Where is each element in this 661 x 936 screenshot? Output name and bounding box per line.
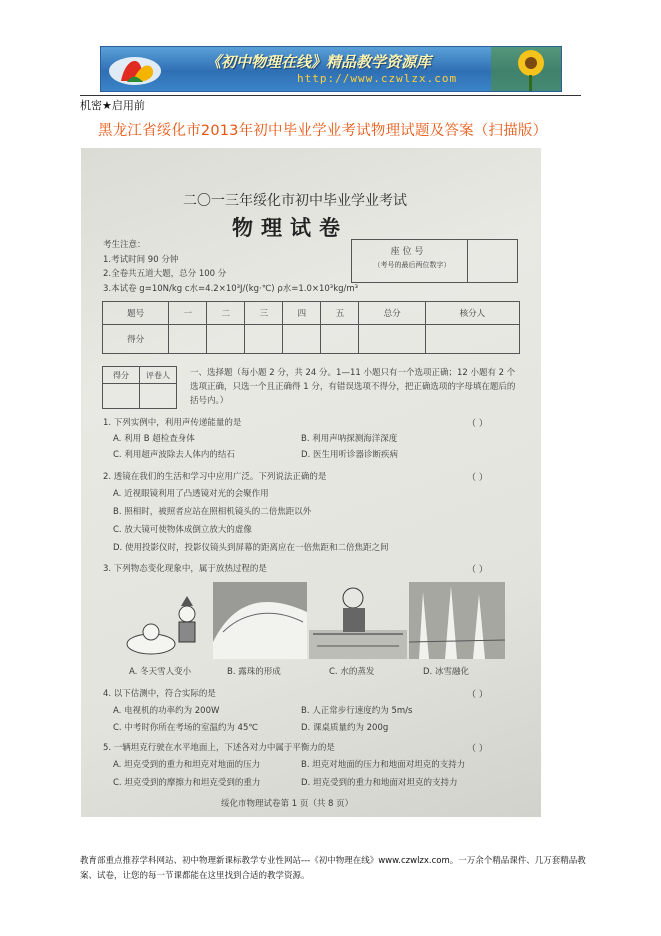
- option: B. 人正常步行速度约为 5m/s: [301, 706, 413, 716]
- picture-caption: C. 水的蒸发: [329, 667, 375, 677]
- candidate-notes: [103, 238, 358, 296]
- table-cell: [359, 325, 425, 354]
- table-cell: [245, 325, 283, 354]
- snowman-illustration: [121, 582, 211, 659]
- picture-caption: B. 露珠的形成: [227, 667, 281, 677]
- table-cell: [169, 325, 207, 354]
- option: D. 使用投影仪时，投影仪镜头到屏幕的距离应在一倍焦距和二倍焦距之间: [113, 543, 389, 553]
- question-stem: 5. 一辆坦克行驶在水平地面上，下述各对力中属于平衡力的是: [103, 743, 335, 753]
- question-stem: 2. 透镜在我们的生活和学习中应用广泛。下列说法正确的是: [103, 472, 327, 482]
- seat-number-box: [351, 239, 518, 283]
- option: A. 近视眼镜利用了凸透镜对光的会聚作用: [113, 489, 269, 499]
- score-table: [102, 301, 520, 354]
- table-cell: 总分: [359, 302, 425, 325]
- notes-line: 3.本试卷 g=10N/kg c水=4.2×10³J/(kg·℃) ρ水=1.0×10³kg/m³: [103, 283, 359, 294]
- seat-hint: （考号的最后两位数字）: [373, 261, 451, 269]
- answer-paren: （ ）: [467, 690, 488, 700]
- seat-divider: [467, 240, 468, 282]
- sunflower-icon: [491, 47, 561, 91]
- option: C. 坦克受到的摩擦力和坦克受到的重力: [113, 778, 261, 788]
- dew-illustration: [213, 582, 307, 659]
- question-stem: 4. 以下估测中，符合实际的是: [103, 689, 216, 699]
- grader-cell: 得分: [103, 367, 140, 384]
- option: C. 利用超声波除去人体内的结石: [113, 450, 235, 460]
- table-cell: 四: [283, 302, 321, 325]
- ice-melting-illustration: [409, 582, 505, 659]
- bottom-note: 教育部重点推荐学科网站、初中物理新课标教学专业性网站---《初中物理在线》www.czwlzx.com。一万余个精品课件、几万套精品教案、试卷，让您的每一节课都能在这里找到合适的教学资源。: [80, 856, 586, 881]
- exam-title: 二〇一三年绥化市初中毕业学业考试: [183, 193, 407, 209]
- table-cell: 三: [245, 302, 283, 325]
- table-row: [103, 325, 520, 354]
- answer-paren: （ ）: [467, 473, 488, 483]
- notes-line: 2.全卷共五道大题，总分 100 分: [103, 269, 227, 279]
- banner-title: 《初中物理在线》精品教学资源库: [206, 53, 432, 71]
- grader-cell: [103, 384, 140, 409]
- option: C. 中考时你所在考场的室温约为 45℃: [113, 723, 258, 733]
- notes-line: 1.考试时间 90 分钟: [103, 254, 179, 265]
- table-cell: 二: [207, 302, 245, 325]
- table-cell: 一: [169, 302, 207, 325]
- header-rule: [80, 95, 581, 96]
- table-cell: 得分: [103, 325, 169, 354]
- option: D. 医生用听诊器诊断疾病: [301, 450, 398, 460]
- table-cell: 五: [321, 302, 359, 325]
- question-stem: 3. 下列物态变化现象中，属于放热过程的是: [103, 564, 267, 574]
- grader-box: [102, 366, 177, 409]
- paper-title: 物理试卷: [232, 215, 348, 240]
- table-cell: [425, 325, 519, 354]
- option: B. 坦克对地面的压力和地面对坦克的支持力: [301, 760, 466, 770]
- answer-paren: （ ）: [467, 744, 488, 754]
- water-evaporation-illustration: [309, 582, 407, 659]
- table-cell: [321, 325, 359, 354]
- table-cell: [207, 325, 245, 354]
- table-cell: 核分人: [425, 302, 519, 325]
- grader-cell: 评卷人: [140, 367, 177, 384]
- scanned-exam-page: [81, 148, 541, 817]
- option: A. 电视机的功率约为 200W: [113, 706, 220, 716]
- grader-cell: [140, 384, 177, 409]
- answer-paren: （ ）: [467, 419, 488, 429]
- answer-paren: （ ）: [467, 565, 488, 575]
- secret-label: 机密★启用前: [80, 99, 145, 112]
- table-cell: [283, 325, 321, 354]
- site-banner: [100, 46, 562, 92]
- picture-caption: D. 冰雪融化: [423, 667, 469, 677]
- table-cell: 题号: [103, 302, 169, 325]
- option: B. 利用声呐探测海洋深度: [301, 434, 398, 444]
- option: D. 课桌质量约为 200g: [301, 723, 389, 733]
- question-stem: 1. 下列实例中，利用声传递能量的是: [103, 418, 242, 428]
- page-footer: 绥化市物理试卷第 1 页（共 8 页）: [221, 799, 354, 809]
- document-title: 黑龙江省绥化市2013年初中毕业学业考试物理试题及答案（扫描版）: [98, 123, 548, 139]
- notes-line: 考生注意：: [103, 240, 146, 250]
- option: C. 放大镜可使物体成倒立放大的虚像: [113, 525, 252, 535]
- option: A. 坦克受到的重力和坦克对地面的压力: [113, 760, 261, 770]
- site-logo-icon: [107, 51, 167, 87]
- option: D. 坦克受到的重力和地面对坦克的支持力: [301, 778, 458, 788]
- picture-caption: A. 冬天雪人变小: [129, 667, 192, 677]
- section-instructions: 一、选择题（每小题 2 分，共 24 分。1—11 小题只有一个选项正确；12 小题有 2 个选项正确，只选一个且正确得 1 分，有错误选项不得分，把正确选项的字母填在题后的括号内。）: [190, 368, 516, 406]
- table-row: [103, 302, 520, 325]
- option: A. 利用 B 超检查身体: [113, 434, 195, 444]
- option: B. 照相时，被照者应站在照相机镜头的二倍焦距以外: [113, 507, 312, 517]
- seat-label: 座 位 号: [390, 247, 424, 257]
- banner-url[interactable]: http://www.czwlzx.com: [297, 72, 458, 85]
